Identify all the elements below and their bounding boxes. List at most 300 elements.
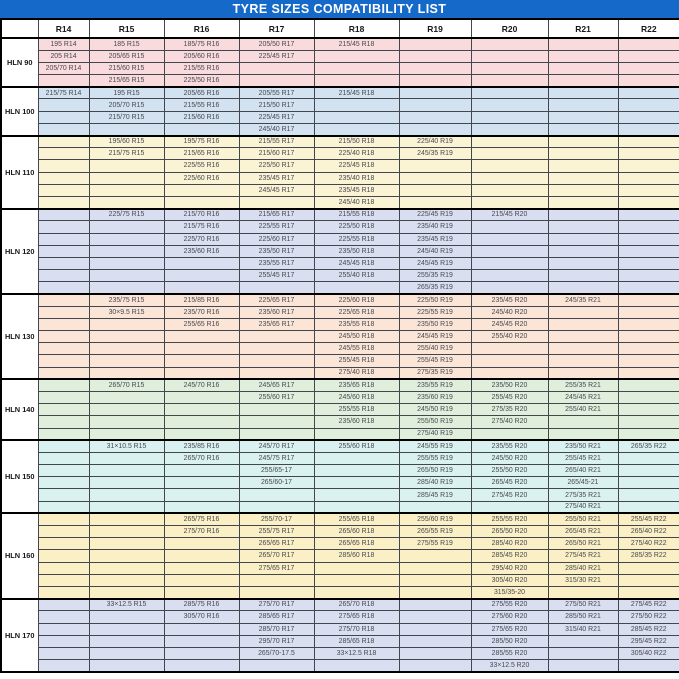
empty-cell bbox=[38, 282, 89, 294]
tyre-size-cell: 215/75 R15 bbox=[89, 148, 164, 160]
empty-cell bbox=[239, 343, 314, 355]
tyre-size-cell: 255/40 R21 bbox=[548, 404, 618, 416]
tyre-size-cell: 215/55 R16 bbox=[164, 99, 239, 111]
tyre-size-cell: 235/55 R18 bbox=[314, 318, 399, 330]
empty-cell bbox=[471, 123, 548, 135]
empty-cell bbox=[618, 111, 679, 123]
tyre-size-cell: 245/70 R17 bbox=[239, 440, 314, 452]
tyre-size-cell: 265/70-17.5 bbox=[239, 647, 314, 659]
empty-cell bbox=[618, 562, 679, 574]
table-row bbox=[1, 270, 679, 282]
empty-cell bbox=[38, 574, 89, 586]
empty-cell bbox=[618, 331, 679, 343]
tyre-size-cell: 285/55 R20 bbox=[471, 647, 548, 659]
table-row bbox=[1, 489, 679, 501]
tyre-size-cell: 285/60 R18 bbox=[314, 550, 399, 562]
tyre-size-cell: 235/55 R17 bbox=[239, 257, 314, 269]
tyre-size-cell: 265/45-21 bbox=[548, 477, 618, 489]
table-row bbox=[1, 538, 679, 550]
tyre-size-cell: 255/40 R19 bbox=[399, 343, 471, 355]
empty-cell bbox=[89, 489, 164, 501]
tyre-size-cell: 31×10.5 R15 bbox=[89, 440, 164, 452]
table-row bbox=[1, 257, 679, 269]
empty-cell bbox=[164, 489, 239, 501]
empty-cell bbox=[314, 660, 399, 672]
empty-cell bbox=[89, 355, 164, 367]
tyre-size-cell: 235/40 R19 bbox=[399, 221, 471, 233]
empty-cell bbox=[471, 343, 548, 355]
empty-cell bbox=[548, 148, 618, 160]
page-title: TYRE SIZES COMPATIBILITY LIST bbox=[232, 2, 447, 16]
empty-cell bbox=[38, 599, 89, 611]
tyre-size-cell: 195 R15 bbox=[89, 87, 164, 99]
empty-cell bbox=[89, 367, 164, 379]
tyre-size-cell: 225/45 R19 bbox=[399, 209, 471, 221]
group-label-hln-170: HLN 170 bbox=[1, 599, 38, 672]
tyre-size-cell: 255/60 R18 bbox=[314, 440, 399, 452]
empty-cell bbox=[89, 562, 164, 574]
empty-cell bbox=[618, 282, 679, 294]
tyre-size-cell: 245/75 R17 bbox=[239, 452, 314, 464]
empty-cell bbox=[314, 50, 399, 62]
tyre-size-cell: 205/70 R14 bbox=[38, 62, 89, 74]
tyre-size-cell: 235/55 R20 bbox=[471, 440, 548, 452]
empty-cell bbox=[89, 196, 164, 208]
empty-cell bbox=[399, 38, 471, 50]
tyre-size-cell: 265/45 R20 bbox=[471, 477, 548, 489]
empty-cell bbox=[618, 221, 679, 233]
empty-cell bbox=[548, 586, 618, 598]
tyre-size-cell: 285/40 R21 bbox=[548, 562, 618, 574]
empty-cell bbox=[548, 282, 618, 294]
table-row bbox=[1, 660, 679, 672]
empty-cell bbox=[618, 294, 679, 306]
empty-cell bbox=[548, 318, 618, 330]
empty-cell bbox=[471, 196, 548, 208]
empty-cell bbox=[618, 660, 679, 672]
tyre-size-cell: 245/45 R19 bbox=[399, 257, 471, 269]
tyre-size-cell: 265/55 R19 bbox=[399, 526, 471, 538]
tyre-size-cell: 245/35 R21 bbox=[548, 294, 618, 306]
tyre-size-cell: 255/65 R16 bbox=[164, 318, 239, 330]
empty-cell bbox=[89, 245, 164, 257]
column-header-r17: R17 bbox=[239, 19, 314, 38]
tyre-size-cell: 225/45 R17 bbox=[239, 50, 314, 62]
empty-cell bbox=[548, 62, 618, 74]
tyre-size-cell: 265/50 R19 bbox=[399, 465, 471, 477]
table-row bbox=[1, 221, 679, 233]
empty-cell bbox=[314, 489, 399, 501]
tyre-size-cell: 235/60 R17 bbox=[239, 306, 314, 318]
empty-cell bbox=[548, 245, 618, 257]
tyre-size-cell: 205/65 R15 bbox=[89, 50, 164, 62]
empty-cell bbox=[239, 416, 314, 428]
tyre-size-cell: 225/50 R19 bbox=[399, 294, 471, 306]
table-row bbox=[1, 184, 679, 196]
empty-cell bbox=[89, 586, 164, 598]
empty-cell bbox=[38, 294, 89, 306]
column-header-r18: R18 bbox=[314, 19, 399, 38]
empty-cell bbox=[314, 562, 399, 574]
empty-cell bbox=[89, 257, 164, 269]
tyre-size-cell: 275/40 R21 bbox=[548, 501, 618, 513]
empty-cell bbox=[314, 428, 399, 440]
empty-cell bbox=[548, 428, 618, 440]
tyre-size-cell: 285/75 R16 bbox=[164, 599, 239, 611]
empty-cell bbox=[89, 647, 164, 659]
empty-cell bbox=[38, 428, 89, 440]
tyre-size-cell: 255/60 R19 bbox=[399, 513, 471, 525]
tyre-size-cell: 285/35 R22 bbox=[618, 550, 679, 562]
empty-cell bbox=[548, 136, 618, 148]
table-row bbox=[1, 647, 679, 659]
title-bar bbox=[0, 0, 679, 18]
tyre-size-cell: 265/40 R22 bbox=[618, 526, 679, 538]
empty-cell bbox=[399, 87, 471, 99]
tyre-size-cell: 275/50 R21 bbox=[548, 599, 618, 611]
empty-cell bbox=[618, 367, 679, 379]
tyre-size-cell: 255/55 R19 bbox=[399, 452, 471, 464]
tyre-size-cell: 235/45 R20 bbox=[471, 294, 548, 306]
tyre-size-cell: 235/45 R17 bbox=[239, 172, 314, 184]
empty-cell bbox=[89, 623, 164, 635]
tyre-size-cell: 285/50 R21 bbox=[548, 611, 618, 623]
empty-cell bbox=[239, 62, 314, 74]
table-row bbox=[1, 136, 679, 148]
empty-cell bbox=[548, 75, 618, 87]
tyre-size-cell: 245/40 R18 bbox=[314, 196, 399, 208]
empty-cell bbox=[164, 501, 239, 513]
tyre-size-cell: 255/45 R19 bbox=[399, 355, 471, 367]
tyre-size-cell: 225/75 R15 bbox=[89, 209, 164, 221]
tyre-size-cell: 195/75 R16 bbox=[164, 136, 239, 148]
table-row bbox=[1, 99, 679, 111]
tyre-size-cell: 265/65 R17 bbox=[239, 538, 314, 550]
empty-cell bbox=[548, 111, 618, 123]
empty-cell bbox=[618, 160, 679, 172]
tyre-size-cell: 255/50 R20 bbox=[471, 465, 548, 477]
tyre-size-cell: 235/60 R18 bbox=[314, 416, 399, 428]
empty-cell bbox=[399, 111, 471, 123]
tyre-size-cell: 225/50 R18 bbox=[314, 221, 399, 233]
tyre-size-cell: 185/75 R16 bbox=[164, 38, 239, 50]
empty-cell bbox=[239, 428, 314, 440]
tyre-compatibility-table bbox=[0, 18, 679, 673]
empty-cell bbox=[548, 221, 618, 233]
empty-cell bbox=[618, 477, 679, 489]
empty-cell bbox=[618, 355, 679, 367]
table-row bbox=[1, 416, 679, 428]
tyre-size-cell: 255/50 R21 bbox=[548, 513, 618, 525]
empty-cell bbox=[38, 257, 89, 269]
empty-cell bbox=[38, 477, 89, 489]
tyre-size-cell: 235/50 R21 bbox=[548, 440, 618, 452]
empty-cell bbox=[164, 428, 239, 440]
column-header-r20: R20 bbox=[471, 19, 548, 38]
tyre-size-cell: 245/40 R17 bbox=[239, 123, 314, 135]
empty-cell bbox=[618, 391, 679, 403]
table-row bbox=[1, 550, 679, 562]
empty-cell bbox=[548, 257, 618, 269]
tyre-size-cell: 215/70 R16 bbox=[164, 209, 239, 221]
empty-cell bbox=[239, 75, 314, 87]
tyre-size-cell: 205/65 R16 bbox=[164, 87, 239, 99]
empty-cell bbox=[618, 184, 679, 196]
tyre-size-cell: 245/50 R18 bbox=[314, 331, 399, 343]
empty-cell bbox=[399, 62, 471, 74]
tyre-size-cell: 245/45 R17 bbox=[239, 184, 314, 196]
empty-cell bbox=[89, 404, 164, 416]
tyre-size-cell: 215/55 R16 bbox=[164, 62, 239, 74]
empty-cell bbox=[399, 75, 471, 87]
tyre-size-cell: 215/55 R18 bbox=[314, 209, 399, 221]
tyre-size-cell: 255/75 R17 bbox=[239, 526, 314, 538]
table-row bbox=[1, 574, 679, 586]
empty-cell bbox=[38, 538, 89, 550]
empty-cell bbox=[164, 574, 239, 586]
empty-cell bbox=[618, 586, 679, 598]
empty-cell bbox=[618, 257, 679, 269]
empty-cell bbox=[548, 416, 618, 428]
empty-cell bbox=[314, 477, 399, 489]
table-row bbox=[1, 465, 679, 477]
tyre-size-cell: 235/50 R19 bbox=[399, 318, 471, 330]
empty-cell bbox=[164, 586, 239, 598]
tyre-size-cell: 315/35-20 bbox=[471, 586, 548, 598]
table-row bbox=[1, 38, 679, 50]
table-row bbox=[1, 501, 679, 513]
empty-cell bbox=[164, 196, 239, 208]
table-row bbox=[1, 75, 679, 87]
table-row bbox=[1, 160, 679, 172]
empty-cell bbox=[399, 574, 471, 586]
empty-cell bbox=[548, 635, 618, 647]
column-header-r14: R14 bbox=[38, 19, 89, 38]
empty-cell bbox=[89, 660, 164, 672]
empty-cell bbox=[618, 99, 679, 111]
empty-cell bbox=[399, 184, 471, 196]
tyre-size-cell: 245/70 R16 bbox=[164, 379, 239, 391]
empty-cell bbox=[314, 465, 399, 477]
tyre-size-cell: 275/65 R17 bbox=[239, 562, 314, 574]
table-row bbox=[1, 586, 679, 598]
empty-cell bbox=[399, 501, 471, 513]
group-label-hln-100: HLN 100 bbox=[1, 87, 38, 136]
group-label-hln-120: HLN 120 bbox=[1, 209, 38, 294]
empty-cell bbox=[471, 428, 548, 440]
table-row bbox=[1, 404, 679, 416]
empty-cell bbox=[548, 123, 618, 135]
empty-cell bbox=[399, 562, 471, 574]
table-row bbox=[1, 477, 679, 489]
empty-cell bbox=[89, 172, 164, 184]
tyre-size-cell: 225/45 R18 bbox=[314, 160, 399, 172]
empty-cell bbox=[239, 489, 314, 501]
empty-cell bbox=[239, 574, 314, 586]
tyre-size-cell: 275/40 R18 bbox=[314, 367, 399, 379]
tyre-size-cell: 235/45 R19 bbox=[399, 233, 471, 245]
empty-cell bbox=[38, 172, 89, 184]
tyre-size-cell: 235/50 R18 bbox=[314, 245, 399, 257]
tyre-size-cell: 245/45 R21 bbox=[548, 391, 618, 403]
tyre-size-cell: 235/70 R16 bbox=[164, 306, 239, 318]
empty-cell bbox=[618, 416, 679, 428]
empty-cell bbox=[89, 282, 164, 294]
tyre-size-cell: 265/70 R15 bbox=[89, 379, 164, 391]
table-row bbox=[1, 111, 679, 123]
empty-cell bbox=[314, 501, 399, 513]
tyre-size-cell: 215/65 R17 bbox=[239, 209, 314, 221]
tyre-size-cell: 235/50 R17 bbox=[239, 245, 314, 257]
tyre-size-cell: 265/45 R21 bbox=[548, 526, 618, 538]
empty-cell bbox=[38, 306, 89, 318]
tyre-size-cell: 245/50 R19 bbox=[399, 404, 471, 416]
tyre-size-cell: 275/60 R20 bbox=[471, 611, 548, 623]
tyre-size-cell: 285/70 R17 bbox=[239, 623, 314, 635]
empty-cell bbox=[399, 160, 471, 172]
tyre-size-cell: 215/45 R18 bbox=[314, 38, 399, 50]
empty-cell bbox=[38, 221, 89, 233]
tyre-size-cell: 215/60 R17 bbox=[239, 148, 314, 160]
empty-cell bbox=[618, 148, 679, 160]
tyre-size-cell: 245/55 R19 bbox=[399, 440, 471, 452]
empty-cell bbox=[618, 489, 679, 501]
empty-cell bbox=[314, 123, 399, 135]
empty-cell bbox=[471, 62, 548, 74]
empty-cell bbox=[548, 355, 618, 367]
empty-cell bbox=[471, 87, 548, 99]
tyre-size-cell: 255/45 R21 bbox=[548, 452, 618, 464]
empty-cell bbox=[89, 477, 164, 489]
empty-cell bbox=[471, 257, 548, 269]
tyre-size-cell: 245/45 R20 bbox=[471, 318, 548, 330]
empty-cell bbox=[164, 257, 239, 269]
tyre-size-cell: 205/55 R17 bbox=[239, 87, 314, 99]
table-row bbox=[1, 562, 679, 574]
empty-cell bbox=[38, 526, 89, 538]
column-header-r21: R21 bbox=[548, 19, 618, 38]
tyre-size-cell: 225/60 R18 bbox=[314, 294, 399, 306]
empty-cell bbox=[89, 635, 164, 647]
empty-cell bbox=[618, 233, 679, 245]
empty-cell bbox=[89, 318, 164, 330]
empty-cell bbox=[89, 123, 164, 135]
empty-cell bbox=[618, 379, 679, 391]
tyre-size-cell: 225/60 R16 bbox=[164, 172, 239, 184]
tyre-size-cell: 275/35 R20 bbox=[471, 404, 548, 416]
empty-cell bbox=[618, 270, 679, 282]
tyre-size-cell: 255/45 R18 bbox=[314, 355, 399, 367]
empty-cell bbox=[38, 501, 89, 513]
table-row bbox=[1, 148, 679, 160]
table-row bbox=[1, 331, 679, 343]
empty-cell bbox=[164, 391, 239, 403]
tyre-size-cell: 285/45 R19 bbox=[399, 489, 471, 501]
tyre-size-cell: 195/60 R15 bbox=[89, 136, 164, 148]
empty-cell bbox=[471, 111, 548, 123]
empty-cell bbox=[38, 331, 89, 343]
empty-cell bbox=[471, 233, 548, 245]
tyre-size-cell: 255/60 R17 bbox=[239, 391, 314, 403]
tyre-size-cell: 225/50 R17 bbox=[239, 160, 314, 172]
empty-cell bbox=[548, 184, 618, 196]
empty-cell bbox=[399, 123, 471, 135]
empty-cell bbox=[89, 513, 164, 525]
empty-cell bbox=[164, 550, 239, 562]
empty-cell bbox=[471, 245, 548, 257]
tyre-size-cell: 285/40 R19 bbox=[399, 477, 471, 489]
empty-cell bbox=[38, 416, 89, 428]
table-row bbox=[1, 452, 679, 464]
empty-cell bbox=[314, 62, 399, 74]
tyre-size-cell: 275/55 R19 bbox=[399, 538, 471, 550]
tyre-size-cell: 265/40 R21 bbox=[548, 465, 618, 477]
empty-cell bbox=[38, 343, 89, 355]
tyre-size-cell: 265/75 R16 bbox=[164, 513, 239, 525]
empty-cell bbox=[38, 452, 89, 464]
empty-cell bbox=[38, 270, 89, 282]
tyre-size-cell: 275/45 R21 bbox=[548, 550, 618, 562]
tyre-size-cell: 215/45 R18 bbox=[314, 87, 399, 99]
tyre-size-cell: 255/70-17 bbox=[239, 513, 314, 525]
empty-cell bbox=[38, 404, 89, 416]
column-header-r19: R19 bbox=[399, 19, 471, 38]
column-header-r15: R15 bbox=[89, 19, 164, 38]
table-row bbox=[1, 172, 679, 184]
empty-cell bbox=[38, 196, 89, 208]
empty-cell bbox=[89, 465, 164, 477]
empty-cell bbox=[471, 172, 548, 184]
tyre-size-cell: 225/60 R17 bbox=[239, 233, 314, 245]
empty-cell bbox=[618, 452, 679, 464]
column-header-r16: R16 bbox=[164, 19, 239, 38]
empty-cell bbox=[399, 647, 471, 659]
tyre-size-cell: 215/45 R20 bbox=[471, 209, 548, 221]
tyre-size-cell: 255/45 R22 bbox=[618, 513, 679, 525]
empty-cell bbox=[164, 123, 239, 135]
tyre-size-cell: 215/70 R15 bbox=[89, 111, 164, 123]
empty-cell bbox=[38, 489, 89, 501]
tyre-size-cell: 285/45 R20 bbox=[471, 550, 548, 562]
empty-cell bbox=[618, 343, 679, 355]
empty-cell bbox=[399, 611, 471, 623]
tyre-size-cell: 235/60 R16 bbox=[164, 245, 239, 257]
empty-cell bbox=[164, 623, 239, 635]
tyre-size-cell: 225/55 R17 bbox=[239, 221, 314, 233]
empty-cell bbox=[38, 99, 89, 111]
tyre-size-cell: 245/55 R18 bbox=[314, 343, 399, 355]
tyre-size-cell: 265/60-17 bbox=[239, 477, 314, 489]
empty-cell bbox=[89, 184, 164, 196]
tyre-size-cell: 235/85 R16 bbox=[164, 440, 239, 452]
table-row bbox=[1, 391, 679, 403]
empty-cell bbox=[618, 38, 679, 50]
empty-cell bbox=[471, 38, 548, 50]
table-row bbox=[1, 343, 679, 355]
empty-cell bbox=[38, 660, 89, 672]
empty-cell bbox=[38, 148, 89, 160]
tyre-size-cell: 235/45 R18 bbox=[314, 184, 399, 196]
group-label-hln-110: HLN 110 bbox=[1, 136, 38, 209]
table-row bbox=[1, 62, 679, 74]
tyre-size-cell: 255/55 R18 bbox=[314, 404, 399, 416]
tyre-size-cell: 265/70 R16 bbox=[164, 452, 239, 464]
empty-cell bbox=[618, 245, 679, 257]
tyre-size-cell: 265/50 R21 bbox=[548, 538, 618, 550]
empty-cell bbox=[314, 452, 399, 464]
group-label-hln-140: HLN 140 bbox=[1, 379, 38, 440]
tyre-size-cell: 235/55 R19 bbox=[399, 379, 471, 391]
